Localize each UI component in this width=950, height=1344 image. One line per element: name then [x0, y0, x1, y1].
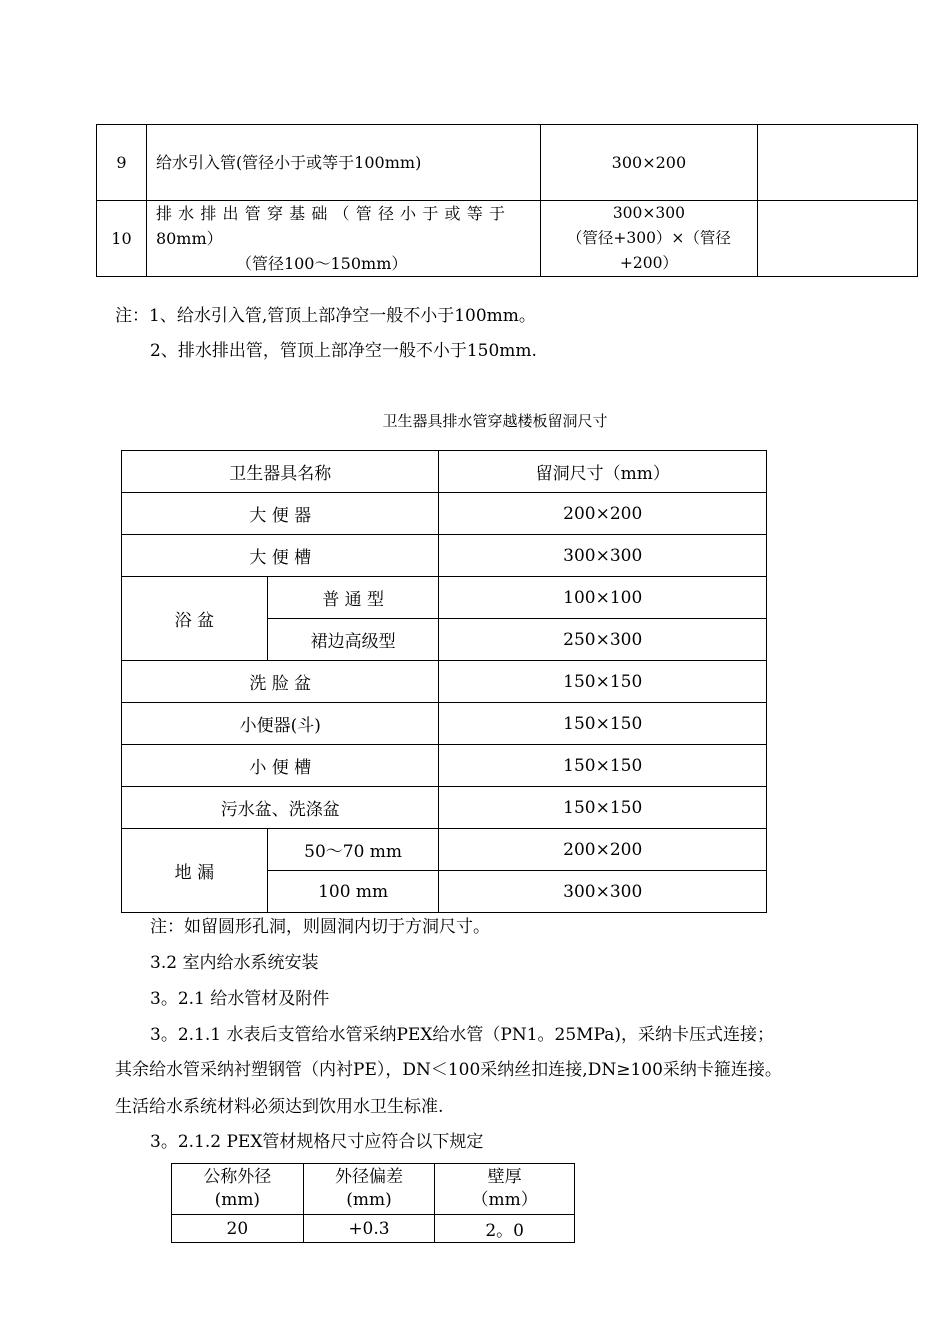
- header-line: 壁厚: [487, 1167, 522, 1187]
- subsection-heading: 3。2.1 给水管材及附件: [150, 989, 330, 1009]
- fixture-group: 地 漏: [122, 829, 268, 913]
- header-opening-size: 留洞尺寸（mm）: [439, 451, 767, 493]
- header-line: 外径偏差: [334, 1167, 403, 1187]
- paragraph-line: 3。2.1.2 PEX管材规格尺寸应符合以下规定: [150, 1132, 484, 1152]
- wall-thickness: 2。0: [435, 1215, 575, 1243]
- note-1: 注：1、给水引入管,管顶上部净空一般不小于100mm。: [115, 306, 536, 326]
- row-number: 10: [97, 201, 147, 277]
- fixture-name: 大 便 器: [122, 493, 439, 535]
- row-number: 9: [97, 125, 147, 201]
- header-wall-thickness: [435, 1164, 575, 1215]
- opening-size: 150×150: [439, 745, 767, 787]
- opening-size: 150×150: [439, 661, 767, 703]
- nominal-od: 20: [172, 1215, 304, 1243]
- desc-line: 排水排出管穿基础（管径小于或等于: [155, 204, 512, 223]
- table-row: [122, 661, 767, 703]
- fixture-name: 大 便 槽: [122, 535, 439, 577]
- header-unit: (mm): [214, 1190, 261, 1210]
- paragraph-line: 生活给水系统材料必须达到饮用水卫生标准.: [115, 1097, 444, 1117]
- pex-spec-table: [171, 1163, 575, 1243]
- header-fixture-name: 卫生器具名称: [122, 451, 439, 493]
- size-line: 300×300: [612, 204, 685, 222]
- fixture-opening-table: [121, 450, 767, 913]
- opening-size: 250×300: [439, 619, 767, 661]
- opening-size: 100×100: [439, 577, 767, 619]
- fixture-name: 小 便 槽: [122, 745, 439, 787]
- remark-cell: [758, 125, 918, 201]
- fixture-subtype: 普 通 型: [267, 577, 439, 619]
- table-row: [122, 493, 767, 535]
- opening-size: 300×300: [439, 871, 767, 913]
- opening-size: 150×150: [439, 703, 767, 745]
- note-2: 2、排水排出管，管顶上部净空一般不小于150mm.: [150, 341, 537, 361]
- size-line: （管径+300）×（管径: [566, 229, 731, 247]
- paragraph-line: 3。2.1.1 水表后支管给水管采纳PEX给水管（PN1。25MPa)，采纳卡压式连接；: [150, 1025, 775, 1045]
- fixture-name: 洗 脸 盆: [122, 661, 439, 703]
- table-header-row: [172, 1164, 575, 1215]
- pipe-opening-table: [96, 124, 918, 277]
- desc-line: （管径100～150mm）: [235, 254, 408, 273]
- od-tolerance: +0.3: [303, 1215, 435, 1243]
- opening-size: 300×300: [439, 535, 767, 577]
- header-unit: （mm）: [471, 1190, 538, 1210]
- fixture-subtype: 100 mm: [267, 871, 439, 913]
- table-row: [122, 745, 767, 787]
- table-row: [122, 535, 767, 577]
- desc-line: 80mm）: [155, 229, 223, 248]
- table-row: [97, 201, 918, 277]
- pipe-description: [146, 201, 540, 277]
- size-line: +200）: [619, 254, 678, 272]
- note-round-hole: 注：如留圆形孔洞，则圆洞内切于方洞尺寸。: [150, 917, 490, 937]
- header-line: 公称外径: [203, 1167, 272, 1187]
- table-row: [97, 125, 918, 201]
- table-title: 卫生器具排水管穿越楼板留洞尺寸: [382, 412, 608, 430]
- table-row: [122, 787, 767, 829]
- header-unit: (mm): [346, 1190, 392, 1210]
- fixture-subtype: 50～70 mm: [267, 829, 439, 871]
- section-heading: 3.2 室内给水系统安装: [150, 953, 319, 973]
- table-row: [122, 829, 767, 871]
- table-header-row: [122, 451, 767, 493]
- fixture-group: 浴 盆: [122, 577, 268, 661]
- opening-size: 150×150: [439, 787, 767, 829]
- pipe-description: 给水引入管(管径小于或等于100mm): [146, 125, 540, 201]
- opening-size: 300×200: [540, 125, 758, 201]
- fixture-name: 污水盆、洗涤盆: [122, 787, 439, 829]
- fixture-subtype: 裙边高级型: [267, 619, 439, 661]
- opening-size: [540, 201, 758, 277]
- opening-size: 200×200: [439, 493, 767, 535]
- paragraph-line: 其余给水管采纳衬塑钢管（内衬PE），DN＜100采纳丝扣连接,DN≥100采纳卡箍连接。: [115, 1060, 782, 1080]
- header-od-tolerance: [303, 1164, 435, 1215]
- remark-cell: [758, 201, 918, 277]
- header-nominal-od: [172, 1164, 304, 1215]
- fixture-name: 小便器(斗): [122, 703, 439, 745]
- table-row: [172, 1215, 575, 1243]
- table-row: [122, 703, 767, 745]
- table-row: [122, 577, 767, 619]
- opening-size: 200×200: [439, 829, 767, 871]
